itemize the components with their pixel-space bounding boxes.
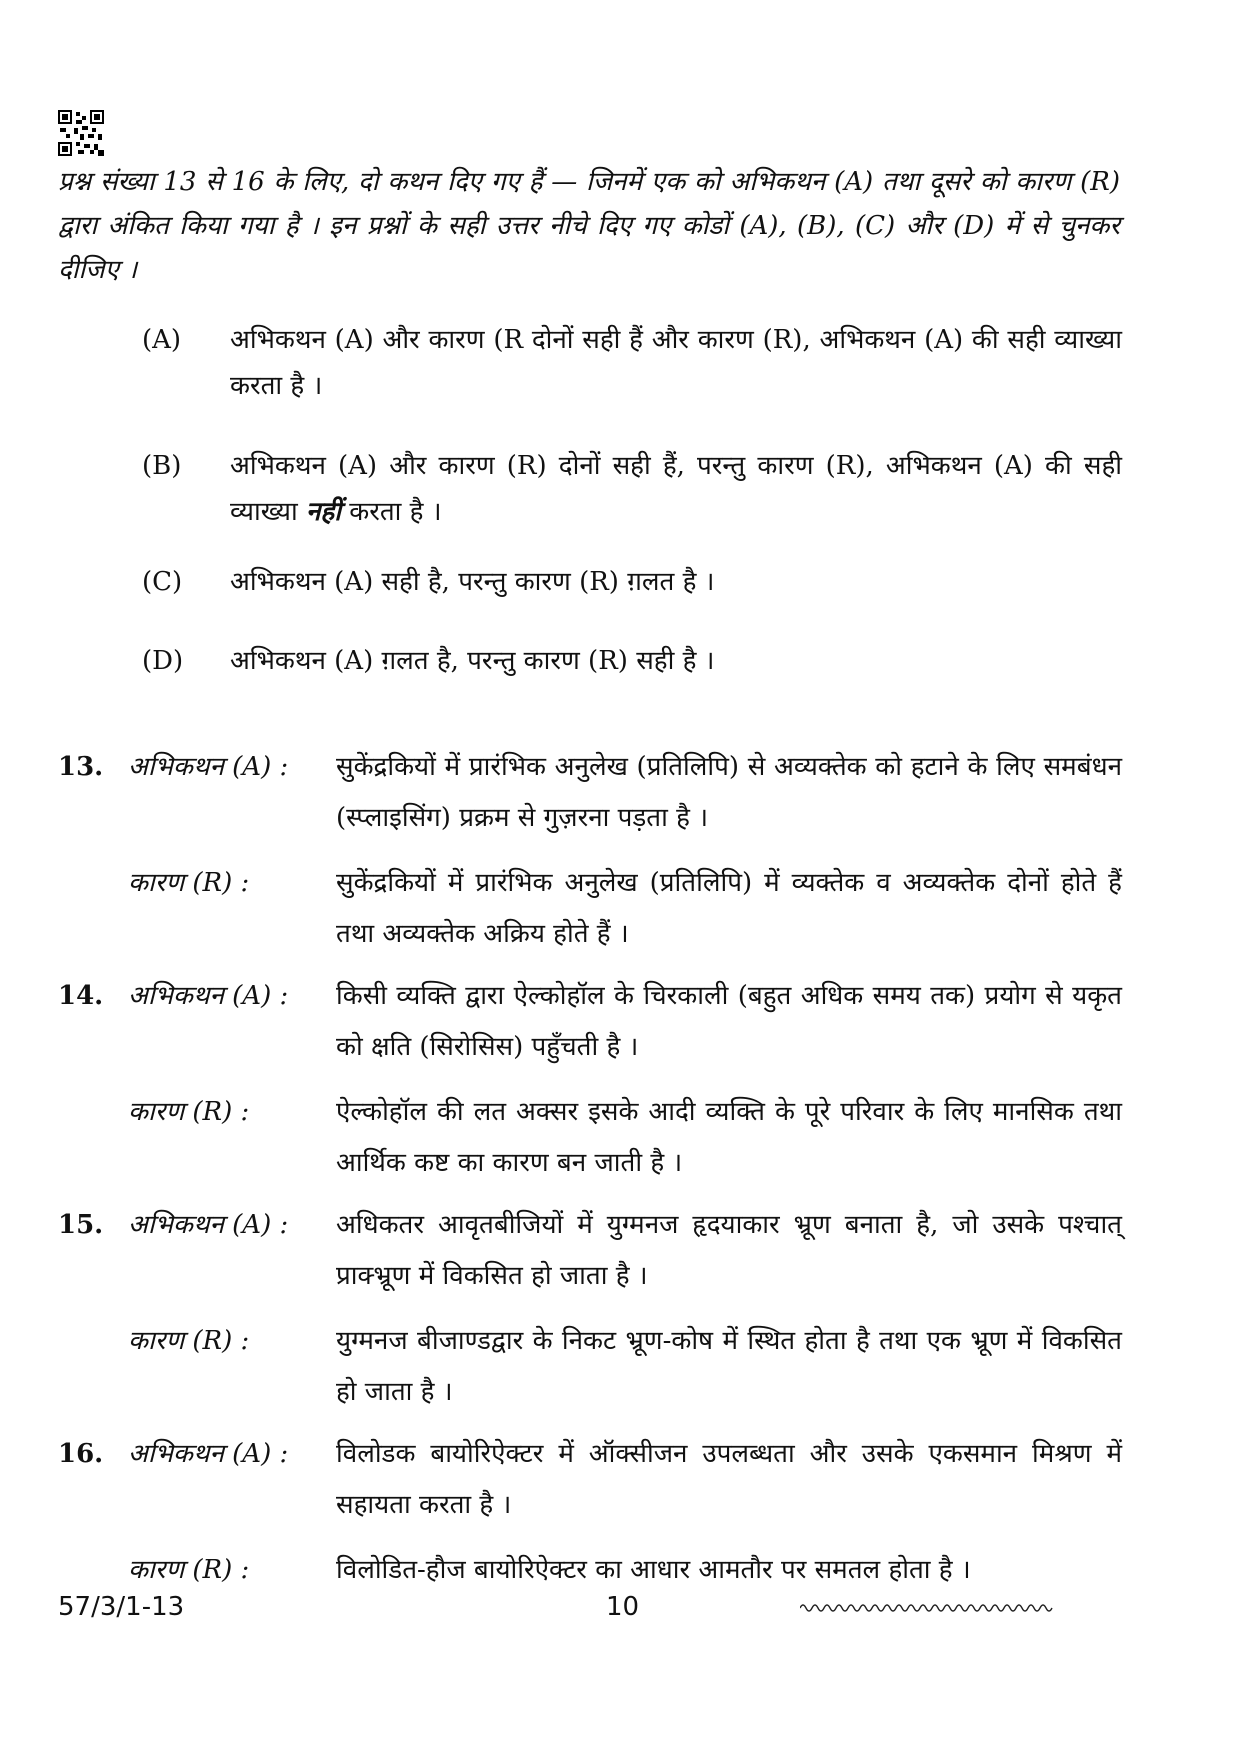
option-c <box>142 559 1122 605</box>
reason-text: ऐल्कोहॉल की लत अक्सर इसके आदी व्यक्ति के पूरे परिवार के लिए मानसिक तथा आर्थिक कष्ट का कारण बन जाती है । <box>336 1097 1122 1178</box>
reason-label: कारण (R) : <box>128 1097 250 1127</box>
question-15-reason <box>58 1316 1122 1418</box>
question-13-reason <box>58 858 1122 960</box>
question-14-assertion <box>58 971 1122 1073</box>
option-label: (C) <box>142 567 183 597</box>
instructions-text: प्रश्न संख्या 13 से 16 के लिए, दो कथन दिए गए हैं — जिनमें एक को अभिकथन (A) तथा दूसरे को कारण (R) द्वारा अंकित किया गया है । इन प्रश्नों के सही उत्तर नीचे दिए गए कोडों (A), (B), (C) और (D) में से चुनकर दीजिए । <box>58 167 1120 285</box>
question-16-assertion <box>58 1429 1122 1531</box>
reason-label: कारण (R) : <box>128 868 250 898</box>
paper-code: 57/3/1-13 <box>58 1592 185 1622</box>
option-text <box>230 443 1122 535</box>
assertion-text: अधिकतर आवृतबीजियों में युग्मनज हृदयाकार भ्रूण बनाता है, जो उसके पश्चात् प्राक्भ्रूण में विकसित हो जाता है । <box>336 1210 1122 1291</box>
assertion-text: सुकेंद्रकियों में प्रारंभिक अनुलेख (प्रतिलिपि) से अव्यक्तेक को हटाने के लिए समबंधन (स्प्लाइसिंग) प्रक्रम से गुज़रना पड़ता है । <box>336 752 1122 833</box>
option-label: (D) <box>142 646 184 676</box>
assertion-label: अभिकथन (A) : <box>128 1439 289 1469</box>
option-text: अभिकथन (A) ग़लत है, परन्तु कारण (R) सही है । <box>230 646 715 676</box>
assertion-text: किसी व्यक्ति द्वारा ऐल्कोहॉल के चिरकाली (बहुत अधिक समय तक) प्रयोग से यकृत को क्षति (सिरोसिस) पहुँचती है । <box>336 981 1122 1062</box>
option-a <box>142 317 1122 409</box>
qr-code-icon <box>58 110 104 156</box>
question-15-assertion <box>58 1200 1122 1302</box>
question-number: 15. <box>58 1210 104 1240</box>
reason-text: युग्मनज बीजाण्डद्वार के निकट भ्रूण-कोष में स्थित होता है तथा एक भ्रूण में विकसित हो जाता है । <box>336 1326 1122 1407</box>
reason-label: कारण (R) : <box>128 1326 250 1356</box>
option-text: अभिकथन (A) और कारण (R दोनों सही हैं और कारण (R), अभिकथन (A) की सही व्याख्या करता है । <box>230 325 1122 401</box>
page-number: 10 <box>606 1592 640 1622</box>
assertion-label: अभिकथन (A) : <box>128 752 289 782</box>
option-emphasis: नहीं <box>306 497 341 527</box>
wavy-line-icon <box>800 1600 1055 1616</box>
option-text-pre: अभिकथन (A) और कारण (R) दोनों सही हैं, परन्तु कारण (R), अभिकथन (A) की सही व्याख्या <box>230 451 1122 527</box>
reason-text: सुकेंद्रकियों में प्रारंभिक अनुलेख (प्रतिलिपि) में व्यक्तेक व अव्यक्तेक दोनों होते हैं तथा अव्यक्तेक अक्रिय होते हैं । <box>336 868 1122 949</box>
option-text-post: करता है । <box>340 497 442 527</box>
option-text: अभिकथन (A) सही है, परन्तु कारण (R) ग़लत है । <box>230 567 715 597</box>
assertion-text: विलोडक बायोरिऐक्टर में ऑक्सीजन उपलब्धता और उसके एकसमान मिश्रण में सहायता करता है । <box>336 1439 1122 1520</box>
question-number: 14. <box>58 981 104 1011</box>
assertion-label: अभिकथन (A) : <box>128 981 289 1011</box>
option-label: (A) <box>142 325 182 355</box>
option-b <box>142 443 1122 535</box>
question-14-reason <box>58 1087 1122 1189</box>
question-13-assertion <box>58 742 1122 844</box>
reason-text: विलोडित-हौज बायोरिऐक्टर का आधार आमतौर पर समतल होता है । <box>336 1555 971 1585</box>
question-16-reason <box>58 1545 1122 1596</box>
option-d <box>142 638 1122 684</box>
question-number: 13. <box>58 752 104 782</box>
assertion-label: अभिकथन (A) : <box>128 1210 289 1240</box>
question-number: 16. <box>58 1439 104 1469</box>
reason-label: कारण (R) : <box>128 1555 250 1585</box>
option-label: (B) <box>142 451 182 481</box>
